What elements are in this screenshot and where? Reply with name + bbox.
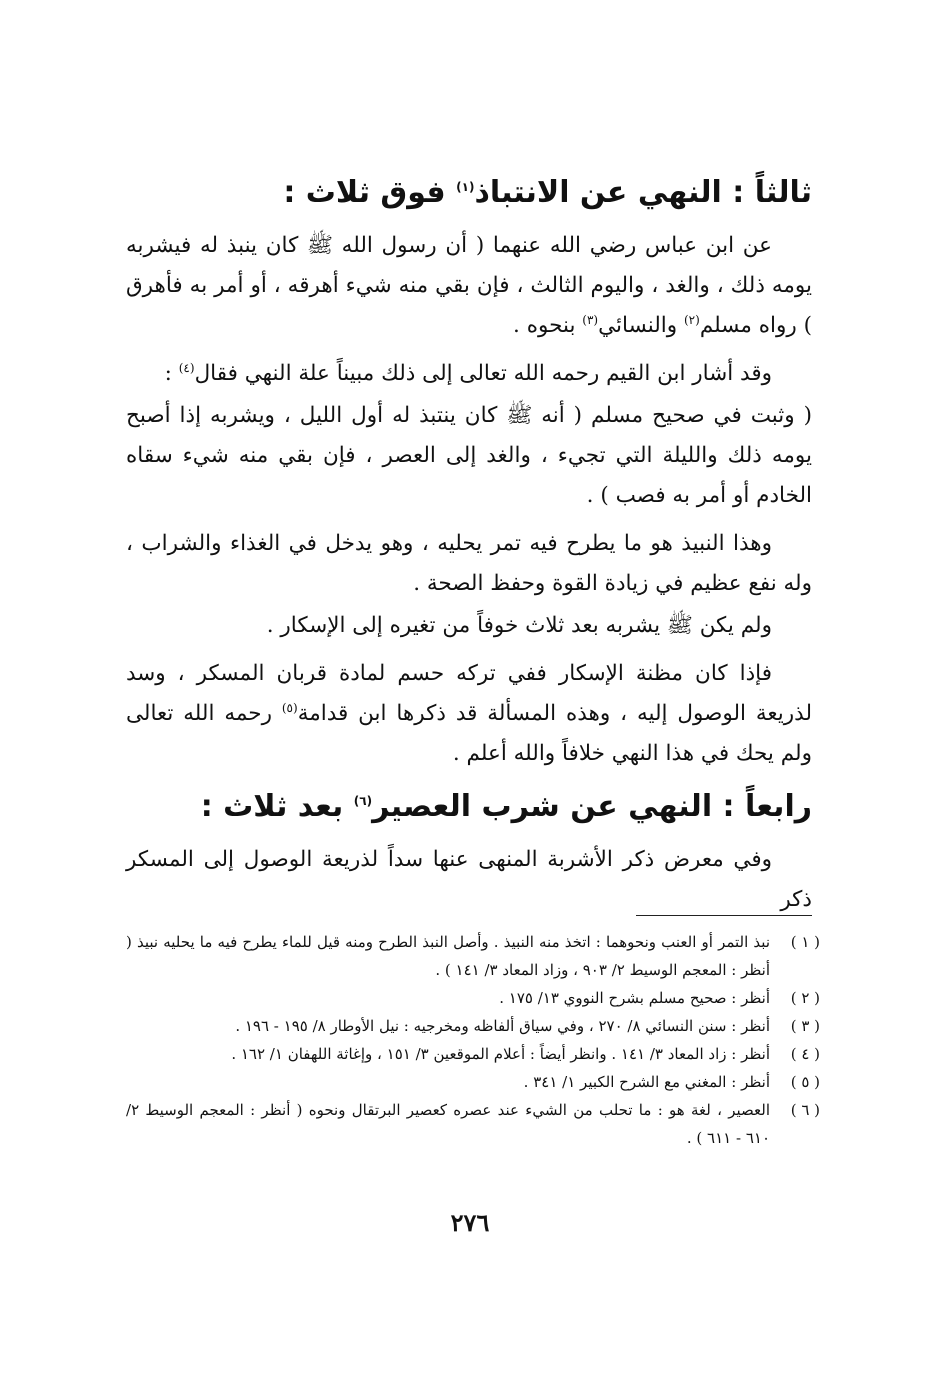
footnote-ref-1[interactable]: (١) <box>456 180 475 194</box>
paragraph-text: : <box>164 361 179 386</box>
paragraph-hadith-ibn-abbas <box>126 226 812 346</box>
footnote-ref-6[interactable]: (٦) <box>353 794 373 808</box>
paragraph-ibn-alqayyim <box>126 354 812 394</box>
paragraph-nabidh-definition: وهذا النبيذ هو ما يطرح فيه تمر يحليه ، وهو يدخل في الغذاء والشراب ، وله نفع عظيم في زيادة القوة وحفظ الصحة . <box>126 531 812 596</box>
footnote-number: ( ٥ ) <box>790 1073 820 1091</box>
footnote-ref-3[interactable]: (٣) <box>582 312 599 327</box>
footnote-text: أنظر : زاد المعاد ٣/ ١٤١ . وانظر أيضاً : أعلام الموقعين ٣/ ١٥١ ، وإغاثة اللهفان ١/ ١٦٢ . <box>231 1045 770 1063</box>
footnote-text: أنظر : سنن النسائي ٨/ ٢٧٠ ، وفي سياق ألفاظه ومخرجيه : نيل الأوطار ٨/ ١٩٥ - ١٩٦ . <box>235 1017 770 1035</box>
footnote-item <box>126 1096 820 1152</box>
paragraph-text: فإذا كان مظنة الإسكار ففي تركه حسم لمادة قربان المسكر ، وسد لذريعة الوصول إليه ، وهذه المسألة قد ذكرها ابن قدامة <box>126 661 812 726</box>
footnote-ref-4[interactable]: (٤) <box>178 360 195 375</box>
main-text <box>126 168 812 928</box>
heading-text: رابعاً : النهي عن شرب العصير <box>372 789 812 824</box>
paragraph-text: والنسائي <box>598 313 684 338</box>
page-number: ٢٧٦ <box>450 1208 490 1237</box>
footnote-number: ( ٦ ) <box>790 1101 820 1119</box>
paragraph-quote-muslim: ( وثبت في صحيح مسلم ( أنه ﷺ كان ينتبذ له أول الليل ، ويشربه إذا أصبح يومه ذلك والليلة التي تجيء ، والغد إلى العصر ، فإن بقي منه شيء سقاه الخادم أو أمر به فصب ) . <box>126 403 812 508</box>
footnote-number: ( ٢ ) <box>790 989 820 1007</box>
footnote-text: أنظر : المغني مع الشرح الكبير ١/ ٣٤١ . <box>523 1073 770 1091</box>
paragraph-text: وقد أشار ابن القيم رحمه الله تعالى إلى ذلك مبيناً علة النهي فقال <box>194 361 772 386</box>
footnote-item <box>126 984 820 1012</box>
heading-tail: فوق ثلاث : <box>283 175 457 210</box>
paragraph-ibn-qudama <box>126 654 812 774</box>
section-heading-third <box>126 168 812 218</box>
footnote-item <box>126 1040 820 1068</box>
paragraph-three-days: ولم يكن ﷺ يشربه بعد ثلاث خوفاً من تغيره إلى الإسكار . <box>266 613 772 638</box>
footnote-item <box>126 928 820 984</box>
paragraph-text: بنحوه . <box>513 313 583 338</box>
footnote-number: ( ٤ ) <box>790 1045 820 1063</box>
footnotes <box>126 928 820 1152</box>
paragraph-text: عن ابن عباس رضي الله عنهما ( أن رسول الله ﷺ كان ينبذ له فيشربه يومه ذلك ، والغد ، واليوم الثالث ، فإن بقي منه شيء أهرقه ، أو أمر به فأهرق ) رواه مسلم <box>126 233 812 338</box>
footnote-item <box>126 1068 820 1096</box>
footnote-number: ( ٣ ) <box>790 1017 820 1035</box>
footnote-ref-5[interactable]: (٥) <box>281 700 298 715</box>
footnote-text: نبذ التمر أو العنب ونحوهما : اتخذ منه النبيذ . وأصل النبذ الطرح ومنه قيل للماء يطرح فيه ما يحليه نبيذ ( أنظر : المعجم الوسيط ٢/ ٩٠٣ ، وزاد المعاد ٣/ ١٤١ ) . <box>126 933 770 979</box>
section-heading-fourth <box>126 782 812 832</box>
footnote-divider <box>636 915 812 916</box>
footnote-ref-2[interactable]: (٢) <box>683 312 700 327</box>
footnote-text: أنظر : صحيح مسلم بشرح النووي ١٣/ ١٧٥ . <box>499 989 770 1007</box>
footnote-item <box>126 1012 820 1040</box>
heading-tail: بعد ثلاث : <box>200 789 354 824</box>
heading-text: ثالثاً : النهي عن الانتباذ <box>474 175 812 210</box>
paragraph-text: رحمه الله تعالى ولم يحك في هذا النهي خلافاً والله أعلم . <box>126 701 812 766</box>
footnote-text: العصير ، لغة هو : ما تحلب من الشيء عند عصره كعصير البرتقال ونحوه ( أنظر : المعجم الوسيط ٢/ ٦١٠ - ٦١١ ) . <box>126 1101 770 1147</box>
footnote-number: ( ١ ) <box>790 933 820 951</box>
paragraph-continuation: وفي معرض ذكر الأشربة المنهى عنها سداً لذريعة الوصول إلى المسكر ذكر <box>126 847 812 912</box>
